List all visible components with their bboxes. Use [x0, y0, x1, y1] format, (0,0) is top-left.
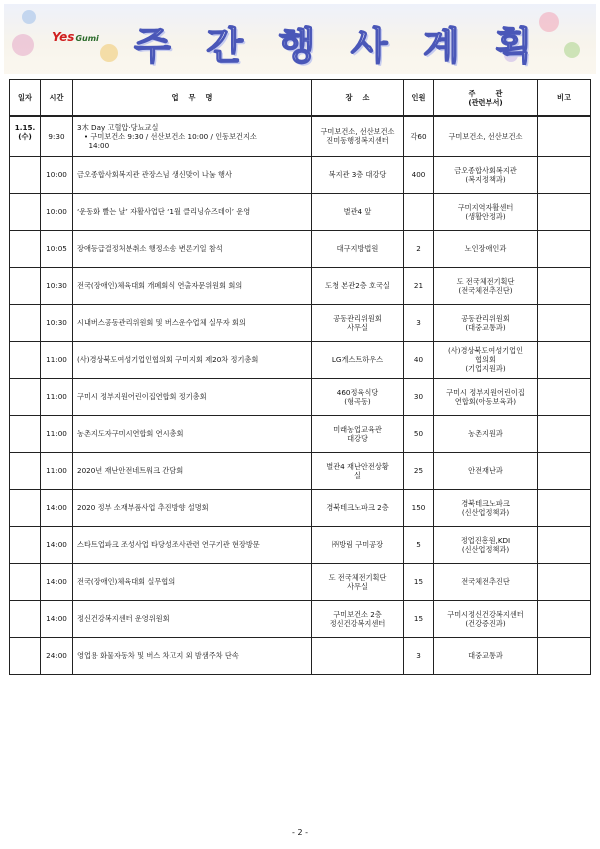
place-cell: 도 전국체전기획단 사무실: [312, 563, 404, 600]
count-cell: 25: [404, 452, 434, 489]
note-cell: [538, 415, 591, 452]
event-cell: 영업용 화물자동차 및 버스 차고지 외 밤샘주차 단속: [73, 637, 312, 674]
title-char: 간: [206, 23, 245, 68]
place-cell: 경북테크노파크 2층: [312, 489, 404, 526]
event-cell: (사)경상북도여성기업인협의회 구미지회 제20차 정기총회: [73, 341, 312, 378]
flower-decoration: [564, 42, 580, 58]
place-cell: LG게스트하우스: [312, 341, 404, 378]
header-time: 시간: [41, 80, 73, 117]
date-cell: [10, 489, 41, 526]
date-cell: [10, 415, 41, 452]
title-char: 획: [495, 23, 534, 68]
logo: YesGumi: [52, 30, 99, 44]
host-cell: 도 전국체전기획단 (전국체전추진단): [434, 267, 538, 304]
flower-decoration: [539, 12, 559, 32]
note-cell: [538, 156, 591, 193]
date-cell: [10, 600, 41, 637]
count-cell: 3: [404, 304, 434, 341]
time-cell: 11:00: [41, 378, 73, 415]
count-cell: 400: [404, 156, 434, 193]
host-cell: 노인장애인과: [434, 230, 538, 267]
date-cell: [10, 304, 41, 341]
date-cell: [10, 637, 41, 674]
schedule-table: [9, 79, 591, 675]
table-row: [10, 489, 591, 526]
event-cell: 전국(장애인)체육대회 개폐회식 연출자문위원회 회의: [73, 267, 312, 304]
date-cell: [10, 526, 41, 563]
date-cell: [10, 230, 41, 267]
note-cell: [538, 600, 591, 637]
page-title: [134, 18, 534, 66]
count-cell: 5: [404, 526, 434, 563]
header-banner: [4, 4, 596, 74]
host-cell: 금오종합사회복지관 (복지정책과): [434, 156, 538, 193]
flower-decoration: [12, 34, 34, 56]
title-char: 계: [423, 23, 462, 68]
event-cell: 구미시 정부지원어린이집연합회 정기총회: [73, 378, 312, 415]
count-cell: 40: [404, 341, 434, 378]
header-date: 일자: [10, 80, 41, 117]
count-cell: 150: [404, 489, 434, 526]
header-host: 주 관 (관련부서): [434, 80, 538, 117]
host-cell: 구미지역자활센터 (생활안정과): [434, 193, 538, 230]
table-row: [10, 600, 591, 637]
note-cell: [538, 452, 591, 489]
table-row: [10, 304, 591, 341]
time-cell: 10:05: [41, 230, 73, 267]
table-row: [10, 341, 591, 378]
date-cell: [10, 341, 41, 378]
host-cell: 구미시 정부지원어린이집 연합회(아동보육과): [434, 378, 538, 415]
count-cell: 2: [404, 230, 434, 267]
host-cell: 농촌지원과: [434, 415, 538, 452]
note-cell: [538, 563, 591, 600]
date-cell: 1.15. (수): [10, 116, 41, 156]
header-count: 인원: [404, 80, 434, 117]
count-cell: 30: [404, 378, 434, 415]
host-cell: 경북테크노파크 (신산업정책과): [434, 489, 538, 526]
title-char: 주: [134, 23, 173, 68]
table-row: [10, 116, 591, 156]
note-cell: [538, 526, 591, 563]
note-cell: [538, 637, 591, 674]
note-cell: [538, 341, 591, 378]
host-cell: 정업진흥원,KDI (신산업정책과): [434, 526, 538, 563]
count-cell: 각60: [404, 116, 434, 156]
time-cell: 11:00: [41, 341, 73, 378]
count-cell: 15: [404, 563, 434, 600]
time-cell: 14:00: [41, 563, 73, 600]
place-cell: 구미보건소, 선산보건소 진미동행정복지센터: [312, 116, 404, 156]
count-cell: 15: [404, 600, 434, 637]
table-row: [10, 415, 591, 452]
note-cell: [538, 489, 591, 526]
table-row: [10, 526, 591, 563]
date-cell: [10, 156, 41, 193]
place-cell: 도청 본관2층 호국실: [312, 267, 404, 304]
time-cell: 11:00: [41, 452, 73, 489]
event-cell: 2020년 재난안전네트워크 간담회: [73, 452, 312, 489]
time-cell: 10:00: [41, 193, 73, 230]
event-cell: 정신건강복지센터 운영위원회: [73, 600, 312, 637]
table-row: [10, 637, 591, 674]
host-cell: 대중교통과: [434, 637, 538, 674]
note-cell: [538, 304, 591, 341]
place-cell: ㈜방림 구미공장: [312, 526, 404, 563]
flower-decoration: [100, 44, 118, 62]
event-cell: 3⽊ Day 고혈압·당뇨교실 • 구미보건소 9:30 / 선산보건소 10:00 / 인동보건지소 14:00: [73, 116, 312, 156]
time-cell: 9:30: [41, 116, 73, 156]
header-place: 장 소: [312, 80, 404, 117]
host-cell: 구미시정신건강복지센터 (건강증진과): [434, 600, 538, 637]
note-cell: [538, 378, 591, 415]
count-cell: 21: [404, 267, 434, 304]
title-char: 행: [278, 23, 318, 68]
time-cell: 24:00: [41, 637, 73, 674]
table-row: [10, 156, 591, 193]
date-cell: [10, 378, 41, 415]
count-cell: [404, 193, 434, 230]
time-cell: 10:00: [41, 156, 73, 193]
time-cell: 10:30: [41, 267, 73, 304]
date-cell: [10, 267, 41, 304]
place-cell: 별관4 재난안전상황 실: [312, 452, 404, 489]
place-cell: [312, 637, 404, 674]
host-cell: 전국체전추진단: [434, 563, 538, 600]
header-note: 비고: [538, 80, 591, 117]
place-cell: 구미보건소 2층 정신건강복지센터: [312, 600, 404, 637]
table-row: [10, 563, 591, 600]
event-cell: 2020 정부 소재부품사업 추진방향 설명회: [73, 489, 312, 526]
event-cell: 장애등급결정처분취소 행정소송 변론기일 참석: [73, 230, 312, 267]
title-char: 사: [350, 23, 390, 68]
time-cell: 14:00: [41, 526, 73, 563]
event-cell: 시내버스공동관리위원회 및 버스운수업체 실무자 회의: [73, 304, 312, 341]
table-row: [10, 193, 591, 230]
date-cell: [10, 452, 41, 489]
header-row: [10, 80, 591, 117]
time-cell: 14:00: [41, 600, 73, 637]
time-cell: 10:30: [41, 304, 73, 341]
flower-decoration: [22, 10, 36, 24]
table-row: [10, 378, 591, 415]
date-cell: [10, 563, 41, 600]
count-cell: 50: [404, 415, 434, 452]
place-cell: 미래농업교육관 대강당: [312, 415, 404, 452]
table-row: [10, 230, 591, 267]
page-number: - 2 -: [292, 828, 308, 837]
note-cell: [538, 230, 591, 267]
time-cell: 11:00: [41, 415, 73, 452]
host-cell: 구미보건소, 선산보건소: [434, 116, 538, 156]
table-row: [10, 452, 591, 489]
place-cell: 복지관 3층 대강당: [312, 156, 404, 193]
place-cell: 별관4 앞: [312, 193, 404, 230]
event-cell: 전국(장애인)체육대회 실무협의: [73, 563, 312, 600]
event-cell: 스타트업파크 조성사업 타당성조사관련 연구기관 현장방문: [73, 526, 312, 563]
table-row: [10, 267, 591, 304]
header-event: 업 무 명: [73, 80, 312, 117]
event-cell: ‘운동화 빨는 날’ 자활사업단 ‘1월 클리닝슈즈데이’ 운영: [73, 193, 312, 230]
note-cell: [538, 116, 591, 156]
count-cell: 3: [404, 637, 434, 674]
host-cell: (사)경상북도여성기업인 협의회 (기업지원과): [434, 341, 538, 378]
event-cell: 농촌지도자구미시연합회 연시총회: [73, 415, 312, 452]
host-cell: 공동관리위원회 (대중교통과): [434, 304, 538, 341]
note-cell: [538, 193, 591, 230]
place-cell: 공동관리위원회 사무실: [312, 304, 404, 341]
place-cell: 460정육식당 (형곡동): [312, 378, 404, 415]
date-cell: [10, 193, 41, 230]
note-cell: [538, 267, 591, 304]
event-cell: 금오종합사회복지관 관장스님 생신맞이 나눔 행사: [73, 156, 312, 193]
place-cell: 대구지방법원: [312, 230, 404, 267]
time-cell: 14:00: [41, 489, 73, 526]
host-cell: 안전재난과: [434, 452, 538, 489]
